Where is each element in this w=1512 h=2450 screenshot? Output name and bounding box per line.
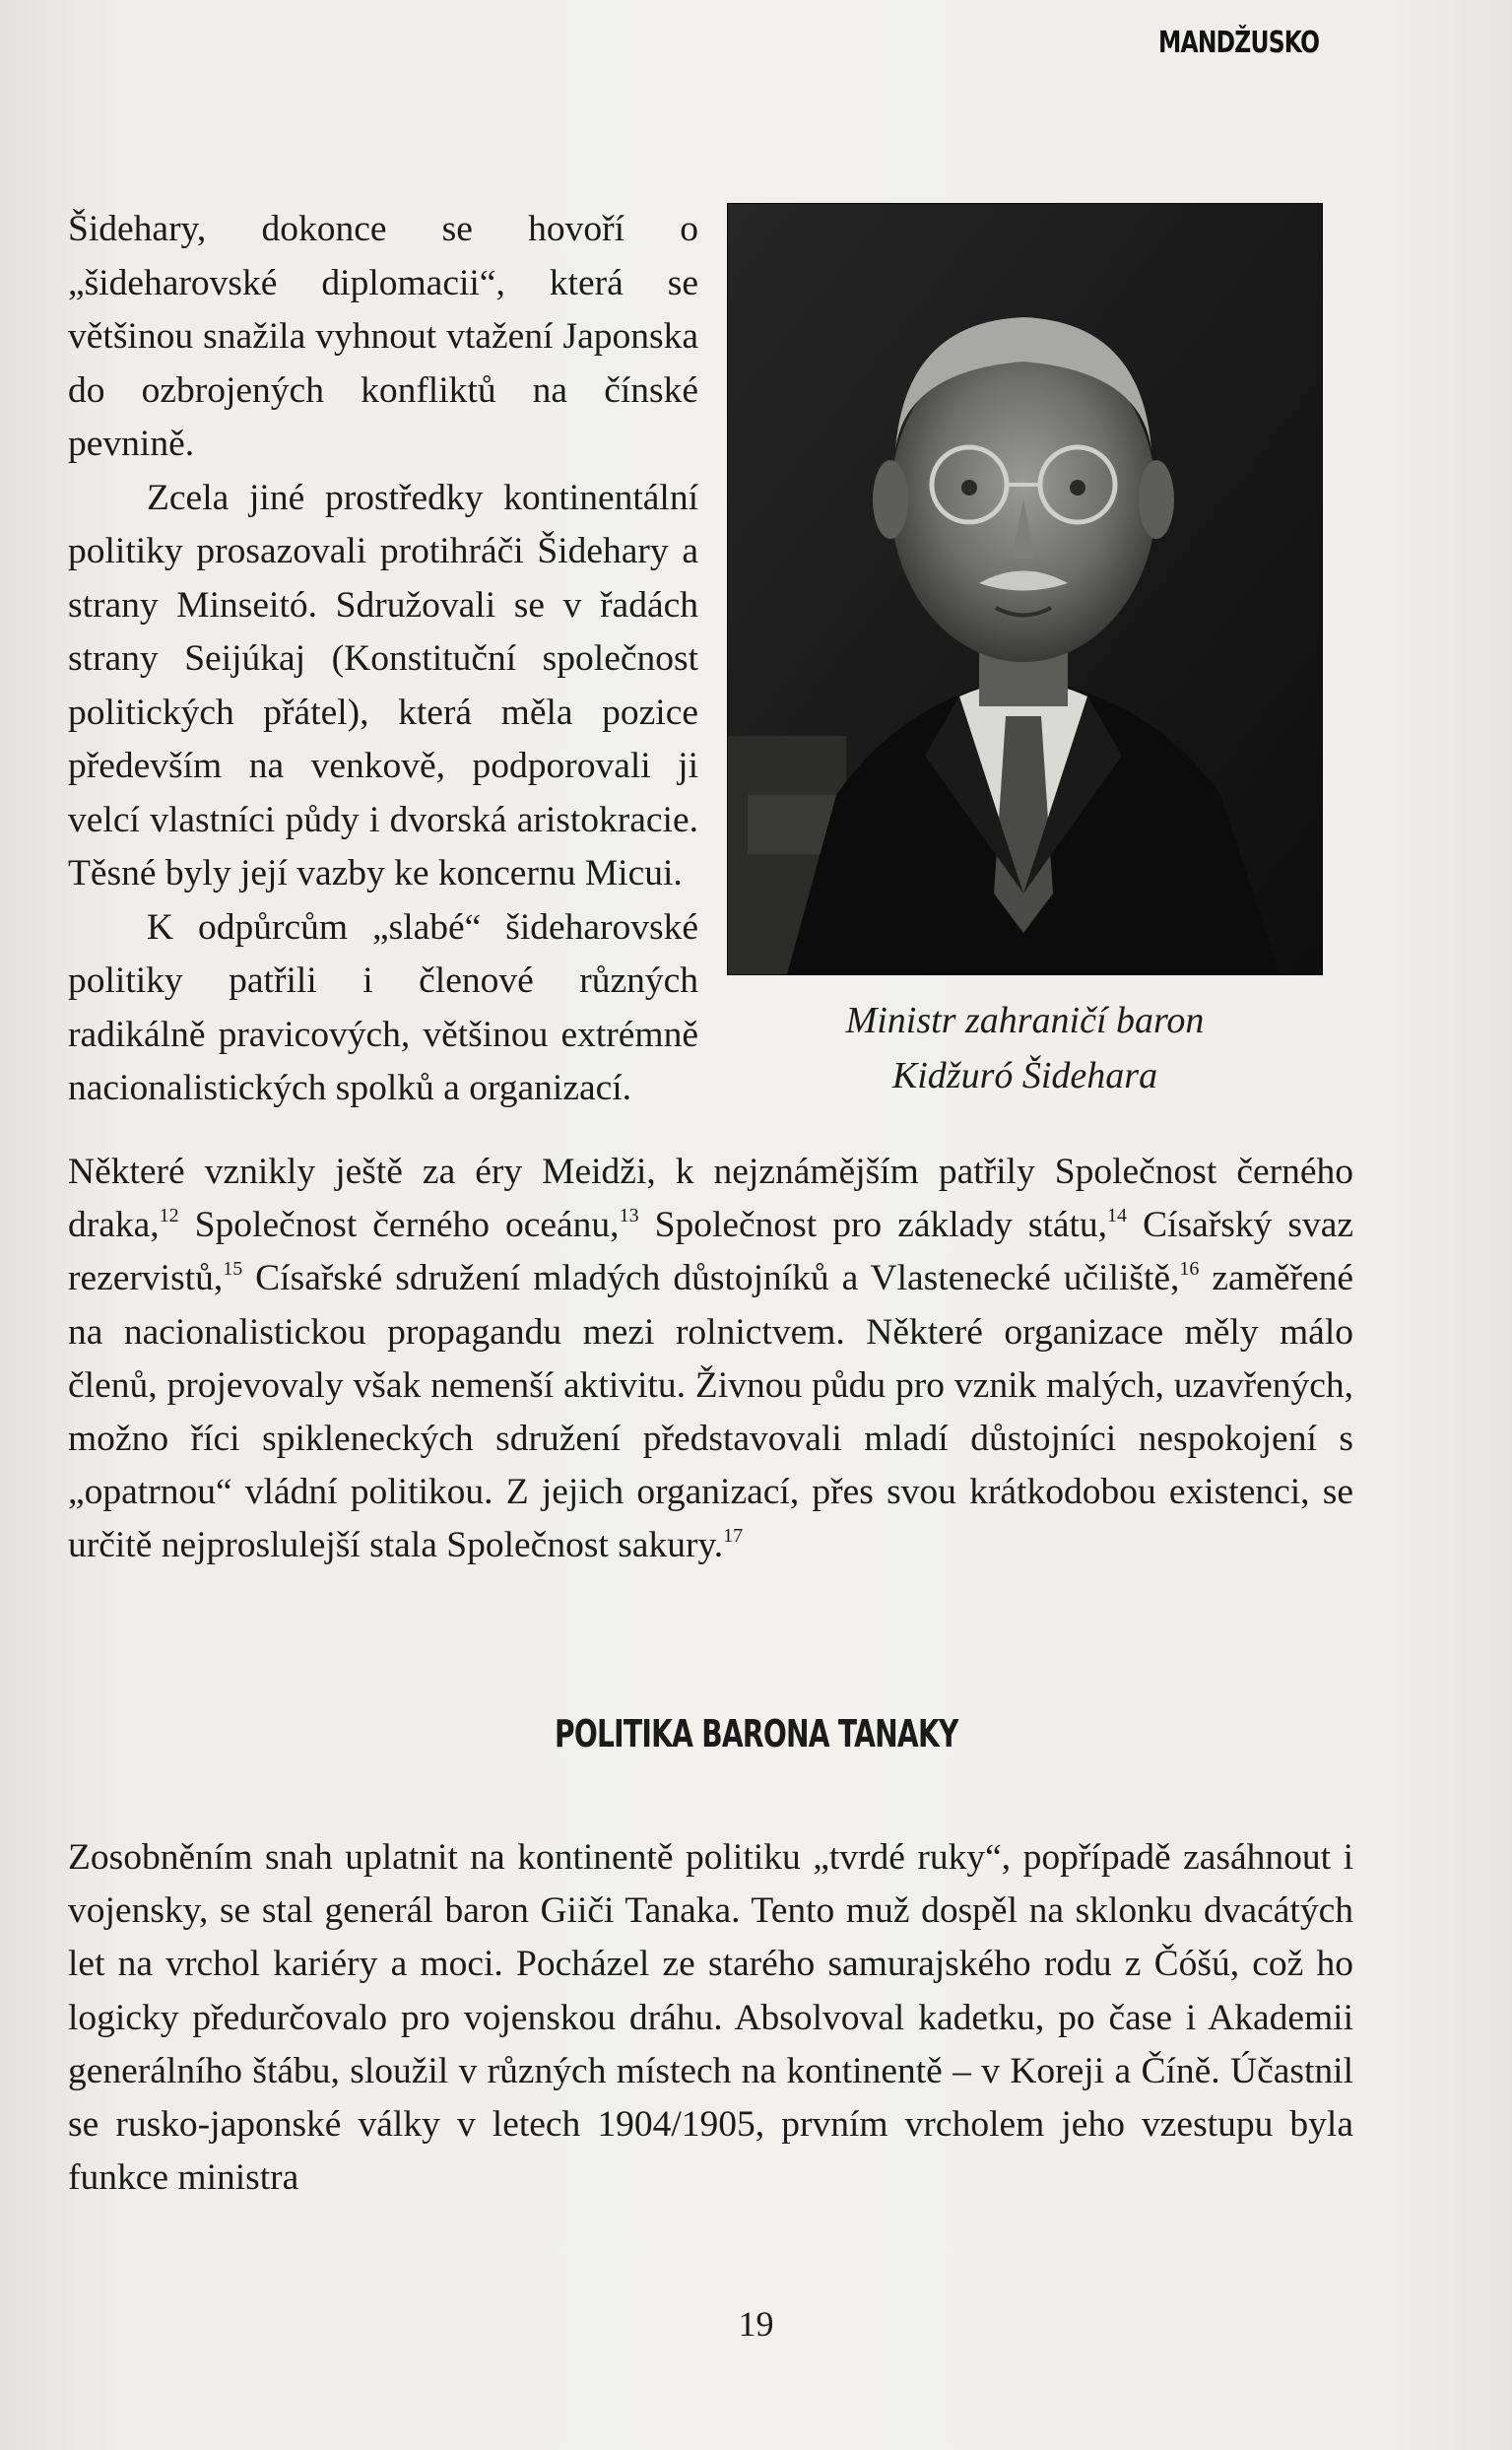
text-run: Společnost pro základy státu, [638, 1205, 1108, 1246]
text-run: Společnost černého oceánu, [178, 1205, 620, 1246]
text-run: zaměřené na nacionalistickou propagandu mezi rolnictvem. Některé organizace měly málo členů, projevovaly však nemenší aktivitu. Živnou půdu pro vznik malých, uzavřených, možno říci spikleneckých sdružení představovali mladí důstojníci nespokojení s „opatrnou“ vládní politikou. Z jejich organizací, přes svou krátkodobou existenci, se určitě nejproslulejší stala Společnost sakury. [68, 1258, 1353, 1566]
column-text [68, 203, 698, 1116]
footnote-ref: 12 [159, 1205, 179, 1227]
footnote-ref: 16 [1179, 1258, 1200, 1281]
caption-line: Kidžuró Šidehara [891, 1055, 1158, 1096]
section-text [68, 1831, 1353, 2205]
footnote-ref: 17 [723, 1525, 744, 1548]
running-head: MANDŽUSKO [1157, 26, 1319, 60]
paragraph: Šidehary, dokonce se hovoří o „šideharovské diplomacii“, která se většinou snažila vyhnout vtažení Japonska do ozbrojených konfliktů na čínské pevnině. [68, 209, 698, 464]
footnote-ref: 14 [1107, 1205, 1128, 1227]
paragraph [68, 1146, 1353, 1573]
footnote-ref: 13 [619, 1205, 639, 1227]
text-run: Císařský svaz rezervistů, [68, 1205, 1353, 1299]
paragraph: Zosobněním snah uplatnit na kontinentě politiku „tvrdé ruky“, popřípadě zasáhnout i vojensky, se stal generál baron Giiči Tanaka. Tento muž dospěl na sklonku dvacátých let na vrchol kariéry a moci. Pocházel ze starého samurajského rodu z Čóšú, což ho logicky předurčovalo pro vojenskou dráhu. Absolvoval kadetku, po čase i Akademii generálního štábu, sloužil v různých místech na kontinentě – v Koreji a Číně. Účastnil se rusko-japonské války v letech 1904/1905, prvním vrcholem jeho vzestupu byla funkce ministra [68, 1837, 1353, 2199]
paragraph: K odpůrcům „slabé“ šideharovské politiky patřili i členové různých radikálně pravicových, většinou extrémně nacionalistických spolků a organizací. [68, 906, 698, 1108]
section-heading-text: POLITIKA BARONA TANAKY [554, 1712, 958, 1755]
text-run: Císařské sdružení mladých důstojníků a Vlastenecké učiliště, [242, 1258, 1180, 1299]
caption-line: Ministr zahraničí baron [845, 1000, 1205, 1041]
full-width-text [68, 1146, 1353, 1573]
portrait-photo-icon [727, 203, 1323, 975]
footnote-ref: 15 [223, 1258, 243, 1281]
figure-caption [727, 993, 1323, 1103]
section-heading [0, 1712, 1512, 1755]
page-number: 19 [738, 2304, 774, 2344]
figure [727, 203, 1323, 1103]
paragraph: Zcela jiné prostředky kontinentální politiky prosazovali protihráči Šidehary a strany Minseitó. Sdružovali se v řadách strany Seijúkaj (Konstituční společnost politických přátel), která měla pozice především na venkově, podporovali ji velcí vlastníci půdy i dvorská aristokracie. Těsné byly její vazby ke koncernu Micui. [68, 477, 698, 894]
text-run: Některé vznikly ještě za éry Meidži, k nejznámějším patřily Společnost černého draka, [68, 1152, 1353, 1246]
